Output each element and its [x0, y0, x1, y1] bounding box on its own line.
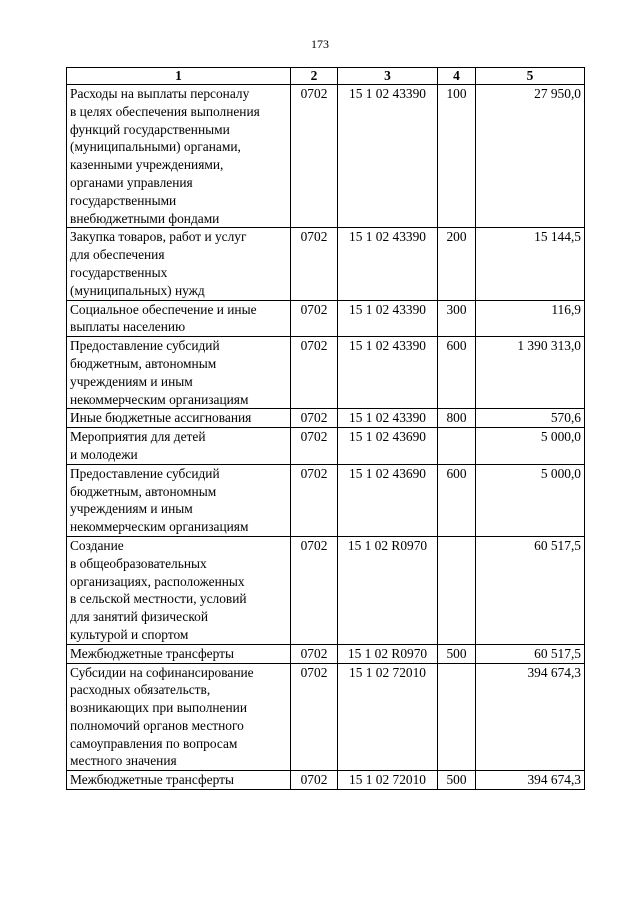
- budget-table: [66, 67, 585, 790]
- section-cell: 0702: [291, 228, 338, 300]
- item-name-line: полномочий органов местного: [70, 717, 244, 733]
- amount-cell: 394 674,3: [476, 771, 585, 790]
- expense-type-cell: [438, 536, 476, 644]
- item-name-cell: [67, 771, 291, 790]
- item-name-line: для занятий физической: [70, 609, 209, 625]
- item-name-line: Закупка товаров, работ и услуг: [70, 229, 247, 245]
- page-number: 173: [311, 37, 329, 51]
- amount-cell: 570,6: [476, 409, 585, 428]
- item-name-line: местного значения: [70, 753, 177, 769]
- item-name-cell: [67, 337, 291, 409]
- expense-type-cell: 600: [438, 337, 476, 409]
- amount-cell: 27 950,0: [476, 85, 585, 228]
- code-cell: 15 1 02 R0970: [338, 644, 438, 663]
- item-name-line: Социальное обеспечение и иные: [70, 301, 257, 317]
- code-cell: 15 1 02 43390: [338, 85, 438, 228]
- item-name-line: казенными учреждениями,: [70, 157, 224, 173]
- amount-cell: 60 517,5: [476, 536, 585, 644]
- item-name-line: Межбюджетные трансферты: [70, 772, 234, 788]
- amount-cell: 116,9: [476, 300, 585, 337]
- header-row: [67, 68, 585, 85]
- header-col-1: 1: [67, 68, 291, 85]
- section-cell: 0702: [291, 644, 338, 663]
- item-name-line: органами управления: [70, 174, 193, 190]
- item-name-line: Расходы на выплаты персоналу: [70, 86, 250, 101]
- table-row: [67, 85, 585, 228]
- item-name-line: Создание: [70, 537, 124, 553]
- expense-type-cell: [438, 663, 476, 771]
- item-name-line: некоммерческим организациям: [70, 519, 249, 535]
- item-name-line: Мероприятия для детей: [70, 429, 206, 445]
- section-cell: 0702: [291, 85, 338, 228]
- table-row: [67, 771, 585, 790]
- section-cell: 0702: [291, 428, 338, 465]
- table-row: [67, 464, 585, 536]
- header-col-2: 2: [291, 68, 338, 85]
- item-name-cell: [67, 644, 291, 663]
- item-name-line: Межбюджетные трансферты: [70, 645, 234, 661]
- item-name-cell: [67, 464, 291, 536]
- amount-cell: 394 674,3: [476, 663, 585, 771]
- item-name-cell: [67, 409, 291, 428]
- table-row: [67, 428, 585, 465]
- section-cell: 0702: [291, 300, 338, 337]
- item-name-line: самоуправления по вопросам: [70, 735, 238, 751]
- item-name-line: в сельской местности, условий: [70, 591, 247, 607]
- expense-type-cell: 500: [438, 771, 476, 790]
- code-cell: 15 1 02 43390: [338, 409, 438, 428]
- item-name-line: бюджетным, автономным: [70, 483, 217, 499]
- code-cell: 15 1 02 R0970: [338, 536, 438, 644]
- item-name-line: некоммерческим организациям: [70, 391, 249, 407]
- table-body: [67, 85, 585, 790]
- section-cell: 0702: [291, 771, 338, 790]
- code-cell: 15 1 02 43390: [338, 337, 438, 409]
- item-name-line: внебюджетными фондами: [70, 210, 220, 226]
- amount-cell: 5 000,0: [476, 428, 585, 465]
- item-name-line: (муниципальных) нужд: [70, 282, 205, 298]
- item-name-line: в общеобразовательных: [70, 555, 207, 571]
- item-name-line: и молодежи: [70, 446, 138, 462]
- item-name-cell: [67, 85, 291, 228]
- code-cell: 15 1 02 43690: [338, 428, 438, 465]
- code-cell: 15 1 02 43390: [338, 228, 438, 300]
- item-name-line: Субсидии на софинансирование: [70, 664, 254, 680]
- expense-type-cell: 800: [438, 409, 476, 428]
- expense-type-cell: [438, 428, 476, 465]
- item-name-cell: [67, 228, 291, 300]
- code-cell: 15 1 02 72010: [338, 771, 438, 790]
- section-cell: 0702: [291, 663, 338, 771]
- item-name-cell: [67, 536, 291, 644]
- table-row: [67, 409, 585, 428]
- item-name-line: учреждениям и иным: [70, 373, 193, 389]
- table-row: [67, 644, 585, 663]
- item-name-line: государственных: [70, 264, 168, 280]
- item-name-line: учреждениям и иным: [70, 501, 193, 517]
- item-name-line: Предоставление субсидий: [70, 465, 220, 481]
- code-cell: 15 1 02 72010: [338, 663, 438, 771]
- section-cell: 0702: [291, 536, 338, 644]
- item-name-line: Предоставление субсидий: [70, 338, 220, 354]
- item-name-line: выплаты населению: [70, 319, 186, 335]
- code-cell: 15 1 02 43390: [338, 300, 438, 337]
- item-name-cell: [67, 428, 291, 465]
- table-header: [67, 68, 585, 85]
- table-row: [67, 337, 585, 409]
- amount-cell: 1 390 313,0: [476, 337, 585, 409]
- section-cell: 0702: [291, 337, 338, 409]
- section-cell: 0702: [291, 409, 338, 428]
- item-name-line: для обеспечения: [70, 247, 165, 263]
- header-col-4: 4: [438, 68, 476, 85]
- header-col-3: 3: [338, 68, 438, 85]
- header-col-5: 5: [476, 68, 585, 85]
- item-name-line: в целях обеспечения выполнения: [70, 103, 260, 119]
- table-row: [67, 536, 585, 644]
- expense-type-cell: 100: [438, 85, 476, 228]
- item-name-cell: [67, 663, 291, 771]
- table-row: [67, 300, 585, 337]
- item-name-line: Иные бюджетные ассигнования: [70, 410, 252, 426]
- amount-cell: 15 144,5: [476, 228, 585, 300]
- amount-cell: 60 517,5: [476, 644, 585, 663]
- item-name-cell: [67, 300, 291, 337]
- amount-cell: 5 000,0: [476, 464, 585, 536]
- item-name-line: государственными: [70, 192, 177, 208]
- item-name-line: культурой и спортом: [70, 626, 189, 642]
- expense-type-cell: 200: [438, 228, 476, 300]
- table-row: [67, 228, 585, 300]
- expense-type-cell: 500: [438, 644, 476, 663]
- item-name-line: (муниципальными) органами,: [70, 139, 241, 155]
- item-name-line: бюджетным, автономным: [70, 355, 217, 371]
- item-name-line: функций государственными: [70, 121, 230, 137]
- item-name-line: возникающих при выполнении: [70, 700, 247, 716]
- item-name-line: расходных обязательств,: [70, 682, 211, 698]
- section-cell: 0702: [291, 464, 338, 536]
- expense-type-cell: 600: [438, 464, 476, 536]
- table-row: [67, 663, 585, 771]
- expense-type-cell: 300: [438, 300, 476, 337]
- item-name-line: организациях, расположенных: [70, 573, 245, 589]
- code-cell: 15 1 02 43690: [338, 464, 438, 536]
